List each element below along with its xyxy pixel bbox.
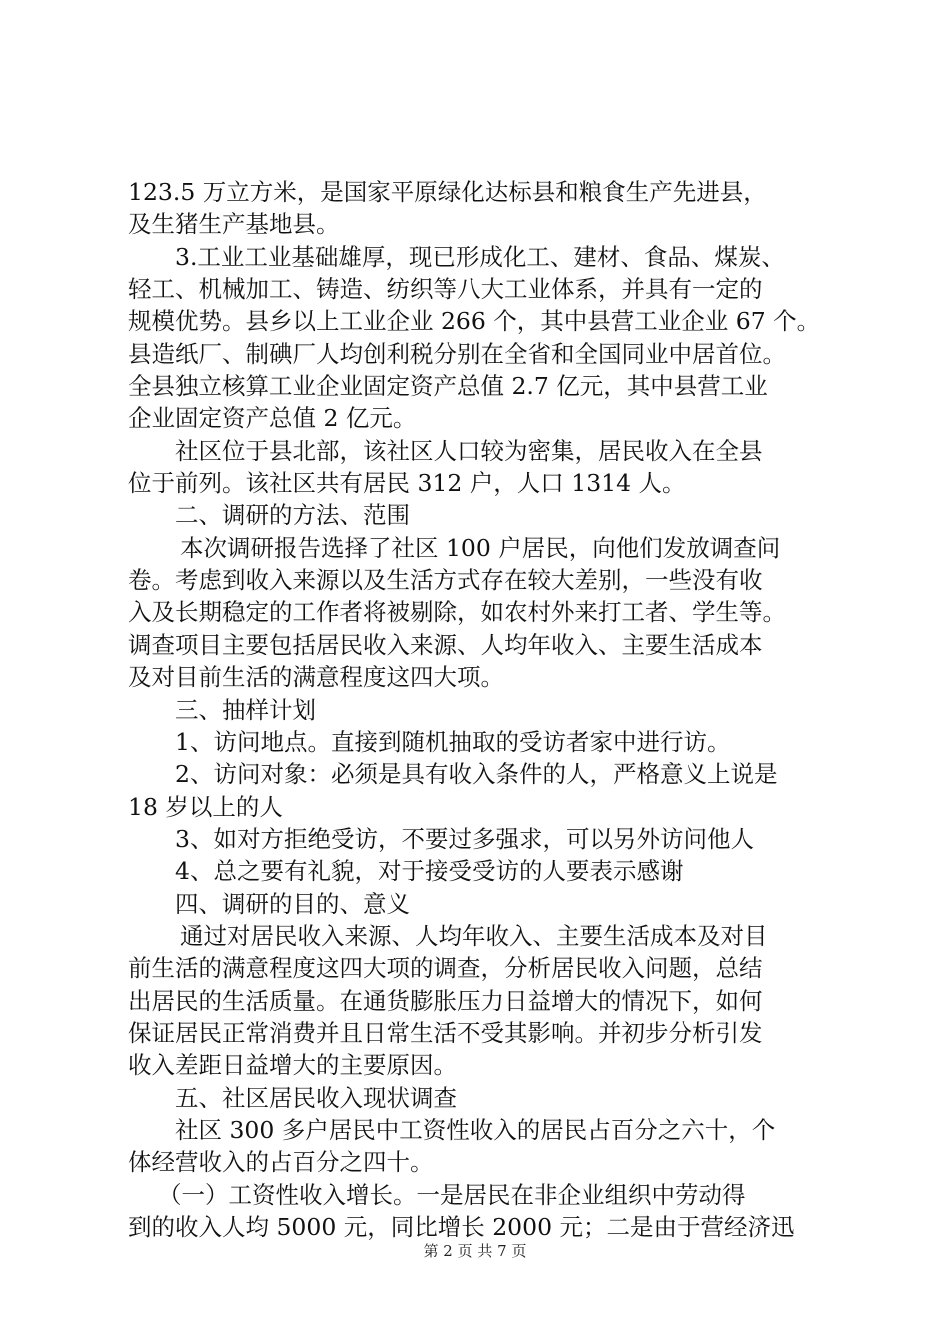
page-footer [0,1241,950,1261]
text-line: 卷。考虑到收入来源以及生活方式存在较大差别，一些没有收 [128,566,763,595]
section-heading: 三、抽样计划 [175,695,316,724]
section-heading: 四、调研的目的、意义 [175,889,410,918]
text-line: 通过对居民收入来源、人均年收入、主要生活成本及对目 [180,921,768,950]
text-line: 本次调研报告选择了社区 100 户居民，向他们发放调查问 [180,533,781,562]
text-line: 出居民的生活质量。在通货膨胀压力日益增大的情况下，如何 [128,986,763,1015]
text-line: 社区 300 多户居民中工资性收入的居民占百分之六十，个 [175,1115,776,1144]
list-item: 1、访问地点。直接到随机抽取的受访者家中进行访。 [175,727,731,756]
text-line: 前生活的满意程度这四大项的调查，分析居民收入问题，总结 [128,954,763,983]
text-line: 社区位于县北部，该社区人口较为密集，居民收入在全县 [175,436,763,465]
text-line: 3.工业工业基础雄厚，现已形成化工、建材、食品、煤炭、 [175,242,785,271]
text-line: 企业固定资产总值 2 亿元。 [128,404,417,433]
text-line: （一）工资性收入增长。一是居民在非企业组织中劳动得 [158,1180,746,1209]
page-indicator: 第 2 页 共 7 页 [423,1242,527,1260]
text-line: 体经营收入的占百分之四十。 [128,1148,434,1177]
list-item: 3、如对方拒绝受访，不要过多强求，可以另外访问他人 [175,824,754,853]
text-line: 全县独立核算工业企业固定资产总值 2.7 亿元，其中县营工业 [128,372,768,401]
text-line: 及对目前生活的满意程度这四大项。 [128,663,504,692]
document-body [128,176,828,1243]
list-item: 4、总之要有礼貌，对于接受受访的人要表示感谢 [175,857,684,886]
text-line: 123.5 万立方米，是国家平原绿化达标县和粮食生产先进县， [128,178,767,206]
section-heading: 二、调研的方法、范围 [175,501,410,530]
section-heading: 五、社区居民收入现状调查 [175,1083,457,1112]
text-line: 入及长期稳定的工作者将被剔除，如农村外来打工者、学生等。 [128,598,786,627]
text-line: 轻工、机械加工、铸造、纺织等八大工业体系，并具有一定的 [128,275,763,304]
text-line: 规模优势。县乡以上工业企业 266 个，其中县营工业企业 67 个。 [128,307,821,336]
text-line: 18 岁以上的人 [128,792,283,821]
text-line: 收入差距日益增大的主要原因。 [128,1051,457,1080]
text-line: 及生猪生产基地县。 [128,210,340,239]
text-line: 位于前列。该社区共有居民 312 户，人口 1314 人。 [128,469,686,498]
text-line: 县造纸厂、制碘厂人均创利税分别在全省和全国同业中居首位。 [128,339,786,368]
text-line: 调查项目主要包括居民收入来源、人均年收入、主要生活成本 [128,630,763,659]
text-line: 保证居民正常消费并且日常生活不受其影响。并初步分析引发 [128,1018,763,1047]
list-item: 2、访问对象：必须是具有收入条件的人，严格意义上说是 [175,760,778,789]
text-line: 到的收入人均 5000 元，同比增长 2000 元；二是由于营经济迅 [128,1213,795,1241]
